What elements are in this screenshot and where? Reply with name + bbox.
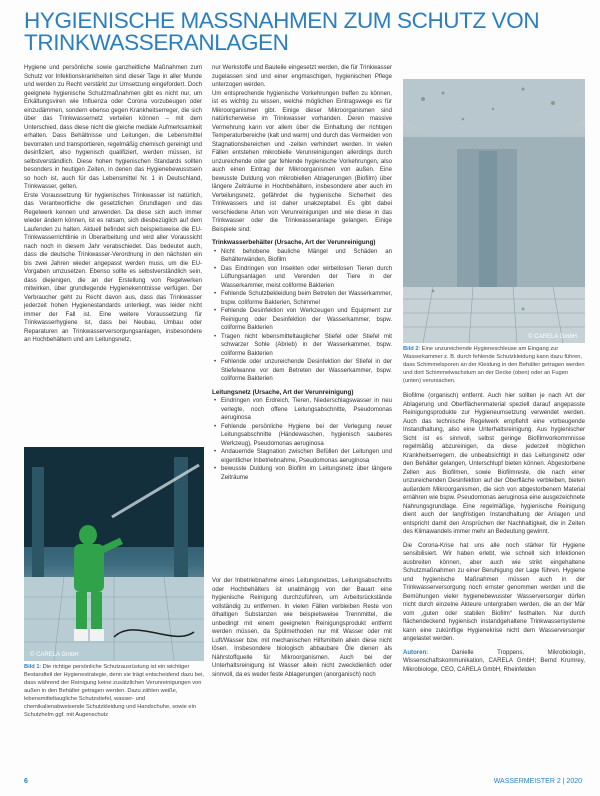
author-label: Autoren: <box>403 649 429 656</box>
column-1 <box>24 64 202 345</box>
caption-text: : Eine unzureichende Hygieneschleuse am Eingang zur Wasserkammer z. B. durch fehlende Schutzkleidung kann dazu führen, dass Schimmelsporen an der Kleidung in den Behälter getragen werden und dort Schimmelwachstum an der Decke (oben) oder an Fugen (unten) verursachen. <box>403 346 585 384</box>
paragraph: Biofilme (organisch) entfernt. Auch hier sollten je nach Art der Ablagerung und Oberflächenmaterial speziell darauf angepasste Reinigungsprodukte zur Hygieneumsetzung verwendet werden. Auch das technische Regelwerk empfiehlt eine vorbeugende Instandhaltung, also eine Unterhaltsreinigung. Aus hygienischer Sicht ist es sinnvoll, selbst geringe Biofilmvorkommnisse regelmäßig abzureinigen, da diese jederzeit möglichen Krankheitserregern, die unbeabsichtigt in das Leitungsnetz oder den Behälter gelangen, Unterschlupf bieten können. Abgestorbene Zellen aus Biofilmen, sowie Biofilmreste, die nach einer unzureichenden Desinfektion auf der Oberfläche verbleiben, bieten außerdem Mikroorganismen, die sich von abgestorbenem Material ernähren wie bspw. Pseudomonas aeruginosa eine ausgezeichnete Nahrungsgrundlage. Eine regelmäßige, hygienische Reinigung dient auch der langfristigen Instandhaltung der Anlagen und entspricht damit den Ansprüchen der Nachhaltigkeit, die in Zeiten des Klimawandels immer mehr an Bedeutung gewinnt. <box>403 393 585 535</box>
page-number: 6 <box>24 778 28 785</box>
caption-label: Bild 2 <box>403 346 419 352</box>
paragraph: Die Corona-Krise hat uns alle noch stärker für Hygiene sensibilisiert. Wir haben erlebt, wie schnell sich Infektionen ausbreiten können, aber auch wie strikt eingehaltene Schutzmaßnahmen zu einer Beruhigung der Lage führen. Hygiene und hygienische Maßnahmen müssen auch in der Trinkwasserversorgung noch ernster genommen werden und die Bemühungen vieler hygienebewusster Wasserversorger dürfen nicht durch einzelne Akteure untergraben werden, die an der Mär vom „guten oder stabilen Biofilm“ festhalten. Nur durch flächendeckend hygienisch instandgehaltene Trinkwassersysteme kann eine zukünftige Hygienekrise nicht dem Wasserversorger angelastet werden. <box>403 542 585 642</box>
paragraph: Vor der Inbetriebnahme eines Leitungsnetzes, Leitungsabschnitts oder Hochbehälters ist unabhängig von der Bauart eine hygienische Reinigung durchzuführen, um Arbeitsrückstände vollständig zu entfernen. In vielen Fällen verbleiben Reste von ölhaltigen Substanzen wie beispielsweise Trennmittel, die unbedingt mit einem geeigneten Reinigungsprodukt entfernt werden müssen, da Spülmethoden nur mit Wasser oder mit Luft/Wasser bzw. mit mechanischen Hilfsmitteln allein diese nicht lösen. Insbesondere biologisch abbaubare Öle dienen als Nährstoffquelle für Mikroorganismen. Auch bei der Unterhaltsreinigung ist Wasser allein nicht zweckdienlich oder sinnvoll, da es weder feste Ablagerungen (anorganisch) noch <box>212 578 392 678</box>
bullet-list <box>212 248 392 384</box>
photo-caption <box>24 663 204 719</box>
photo-credit: © CARELA GmbH <box>528 334 577 340</box>
list-item: • Eindringen von Erdreich, Tieren, Niederschlagswasser in neu verlegte, noch offene Leitungsabschnitte, Pseudomonas aeruginosa <box>212 397 392 423</box>
list-item: • Fehlende Desinfektion von Werkzeugen und Equipment zur Reinigung oder Desinfektion der Wasserkammer, bspw. coliforme Bakterien <box>212 307 392 333</box>
article-title: HYGIENISCHE MASSNAHMEN ZUM SCHUTZ VON TRINKWASSERANLAGEN <box>24 8 540 55</box>
paragraph: Hygiene und persönliche sowie ganzheitliche Maßnahmen zum Schutz vor Infektionskrankheiten sind dieser Tage in aller Munde und werden zu Recht verstärkt zur Umsetzung eingefordert. Doch geeignete hygienische Schutzmaßnahmen gibt es nicht nur, um Erkältungsviren wie Influenza oder Corona vorzubeugen oder einzudämmen, sondern ebenso gegen Krankheitserreger, die sich über das Trinkwassernetz verteilen können – mit dem Unterschied, dass diese nicht die gleiche mediale Aufmerksamkeit erhalten. Dass Behältnisse und Leitungen, die Lebensmittel bevorraten und transportieren, regelmäßig chemisch gereinigt und desinfiziert, also hygienisch qualifiziert, werden müssen, ist selbstverständlich. Diese hohen hygienischen Standards sollten besonders in heutigen Zeiten, in denen das Hygienebewusstsein so hoch ist, auch für das Lebensmittel Nr. 1 in Deutschland, Trinkwasser, gelten. <box>24 65 202 190</box>
list-item: • Andauernde Stagnation zwischen Befüllen der Leitungen und eigentlicher Inbetriebnahme, Pseudomonas aeruginosa <box>212 448 392 465</box>
list-item: • bewusste Duldung von Biofilm im Leitungsnetz über längere Zeiträume <box>212 465 392 482</box>
list-item: • Fehlende oder unzureichende Desinfektion der Stiefel in der Stiefelwanne vor dem Betreten der Wasserkammer, bspw. coliforme Bakterien <box>212 358 392 384</box>
photo-credit: © CARELA GmbH <box>30 652 79 658</box>
column-2-lower <box>212 577 392 679</box>
bullet-list <box>212 397 392 482</box>
list-item: • Nicht behobene bauliche Mängel und Schäden an Behälterwänden, Biofilm <box>212 248 392 265</box>
author-text: Danielle Troppens, Mikrobiologin, Wissenschaftskommunikation, CARELA GmbH; Bernd Krumrey, Mikrobiologe, CEO, CARELA GmbH, Rheinfelden <box>403 649 585 673</box>
water-chamber-image <box>403 79 585 343</box>
cleaning-worker-image <box>24 447 204 661</box>
caption-text: : Die richtige persönliche Schutzausrüstung ist ein wichtiger Bestandteil der Hygienestrategie, denn sie trägt entscheidend dazu bei, dass während der Reinigung keine zusätzlichen Verunreinigungen von außen in den Behälter getragen werden. Dazu zählen weiße, lebensmitteltaugliche Schutzstiefel, wasser- und chemikalienabweisende Schutzkleidung und Handschuhe, sowie ein Schutzhelm ggf. mit Augenschutz <box>24 664 204 718</box>
photo-cleaning-worker <box>24 447 204 661</box>
photo-water-chamber <box>403 79 585 343</box>
caption-label: Bild 1 <box>24 664 40 670</box>
paragraph: Um entsprechende hygienische Vorkehrungen treffen zu können, ist es wichtig zu wissen, welche möglichen Eintragswege es für Mikroorganismen gibt. Einige dieser Mikroorganismen sind natürlicherweise im Trinkwasser vorhanden. Deren massive Vermehrung kann vor allem über die Einhaltung der richtigen Temperaturbereiche (kalt und warm) und durch das Vermeiden von Stagnationsbereichen und -zeiten verhindert werden. In vielen Fällen entstehen mikrobielle Verunreinigungen allerdings durch unzureichende oder gar fehlende hygienische Vorkehrungen, also auch einen Eintrag der Mikroorganismen von außen. Eine bewusste Duldung von mikrobiellen Ablagerungen (Biofilm) über längere Zeiträume in Hochbehältern, insbesondere aber auch im Verteilungsnetz, gefährdet die hygienische Sicherheit des Trinkwassers und ist daher unakzeptabel. Es gibt dabei verschiedene Arten von Verunreinigungen und wie diese in das Trinkwasser oder die Trinkwasseranlage gelangen. Einige Beispiele sind: <box>212 90 392 233</box>
column-2 <box>212 64 392 482</box>
photo-caption <box>403 345 585 385</box>
section-heading: Trinkwasserbehälter (Ursache, Art der Verunreinigung) <box>212 239 376 246</box>
authors <box>403 649 585 675</box>
paragraph: nur Werkstoffe und Bauteile eingesetzt werden, die für Trinkwasser zugelassen sind und einer engmaschigen, hygienischen Pflege unterzogen werden. <box>212 65 392 88</box>
list-item: • Fehlende persönliche Hygiene bei der Verlegung neuer Leitungsabschnitte (Händewaschen, hygienisch sauberes Werkzeug), Pseudomonas aeruginosa <box>212 423 392 449</box>
list-item: • Fehlende Schutzbekleidung beim Betreten der Wasserkammer, bspw. coliforme Bakterien, Schimmel <box>212 290 392 307</box>
section-heading: Leitungsnetz (Ursache, Art der Verunreinigung) <box>212 388 354 396</box>
paragraph: Erste Voraussetzung für hygienisches Trinkwasser ist natürlich, das Verantwortliche die gesetzlichen Grundlagen und das Regelwerk kennen und anwenden. Da diese sich auch immer wieder ändern können, ist es ratsam, sich diesbezüglich auf dem Laufenden zu halten. Aktuell befindet sich beispielsweise die EU-Trinkwasserrichtlinie in Überarbeitung und wird aller Voraussicht nach noch in diesem Jahr verabschiedet. Das bedeutet auch, dass die deutsche Trinkwasser-Verordnung in den nächsten ein bis zwei Jahren wieder angepasst werden muss, um die EU-Vorgaben umzusetzen. Ebenso sollte es selbstverständlich sein, dass diejenigen, die an der Erstellung von Regelwerken mitwirken, über grundlegende Hygienekenntnisse verfügen. Der Verbraucher geht zu Recht davon aus, dass das Trinkwasser jederzeit hohen Hygienestandards unterliegt, was leider nicht immer der Fall ist. Eine weitere Voraussetzung für Trinkwasserhygiene ist, dass bei Neubau, Umbau oder Reparaturen an Trinkwasserversorgungsanlagen, insbesondere an Hochbehältern und am Leitungsnetz, <box>24 192 202 343</box>
list-item: • Das Eindringen von Insekten oder wirbellosen Tieren durch Lüftungsanlagen und Verenden der Tiere in der Wasserkammer, meist coliforme Bakterien <box>212 265 392 291</box>
magazine-name: WASSERMEISTER 2 | 2020 <box>493 778 582 785</box>
list-item: • Tragen nicht lebensmitteltauglicher Stiefel oder Stiefel mit schwarzer Sohle (Abrieb) in der Wasserkammer, bspw. coliforme Bakterien <box>212 333 392 359</box>
column-3 <box>403 392 585 674</box>
